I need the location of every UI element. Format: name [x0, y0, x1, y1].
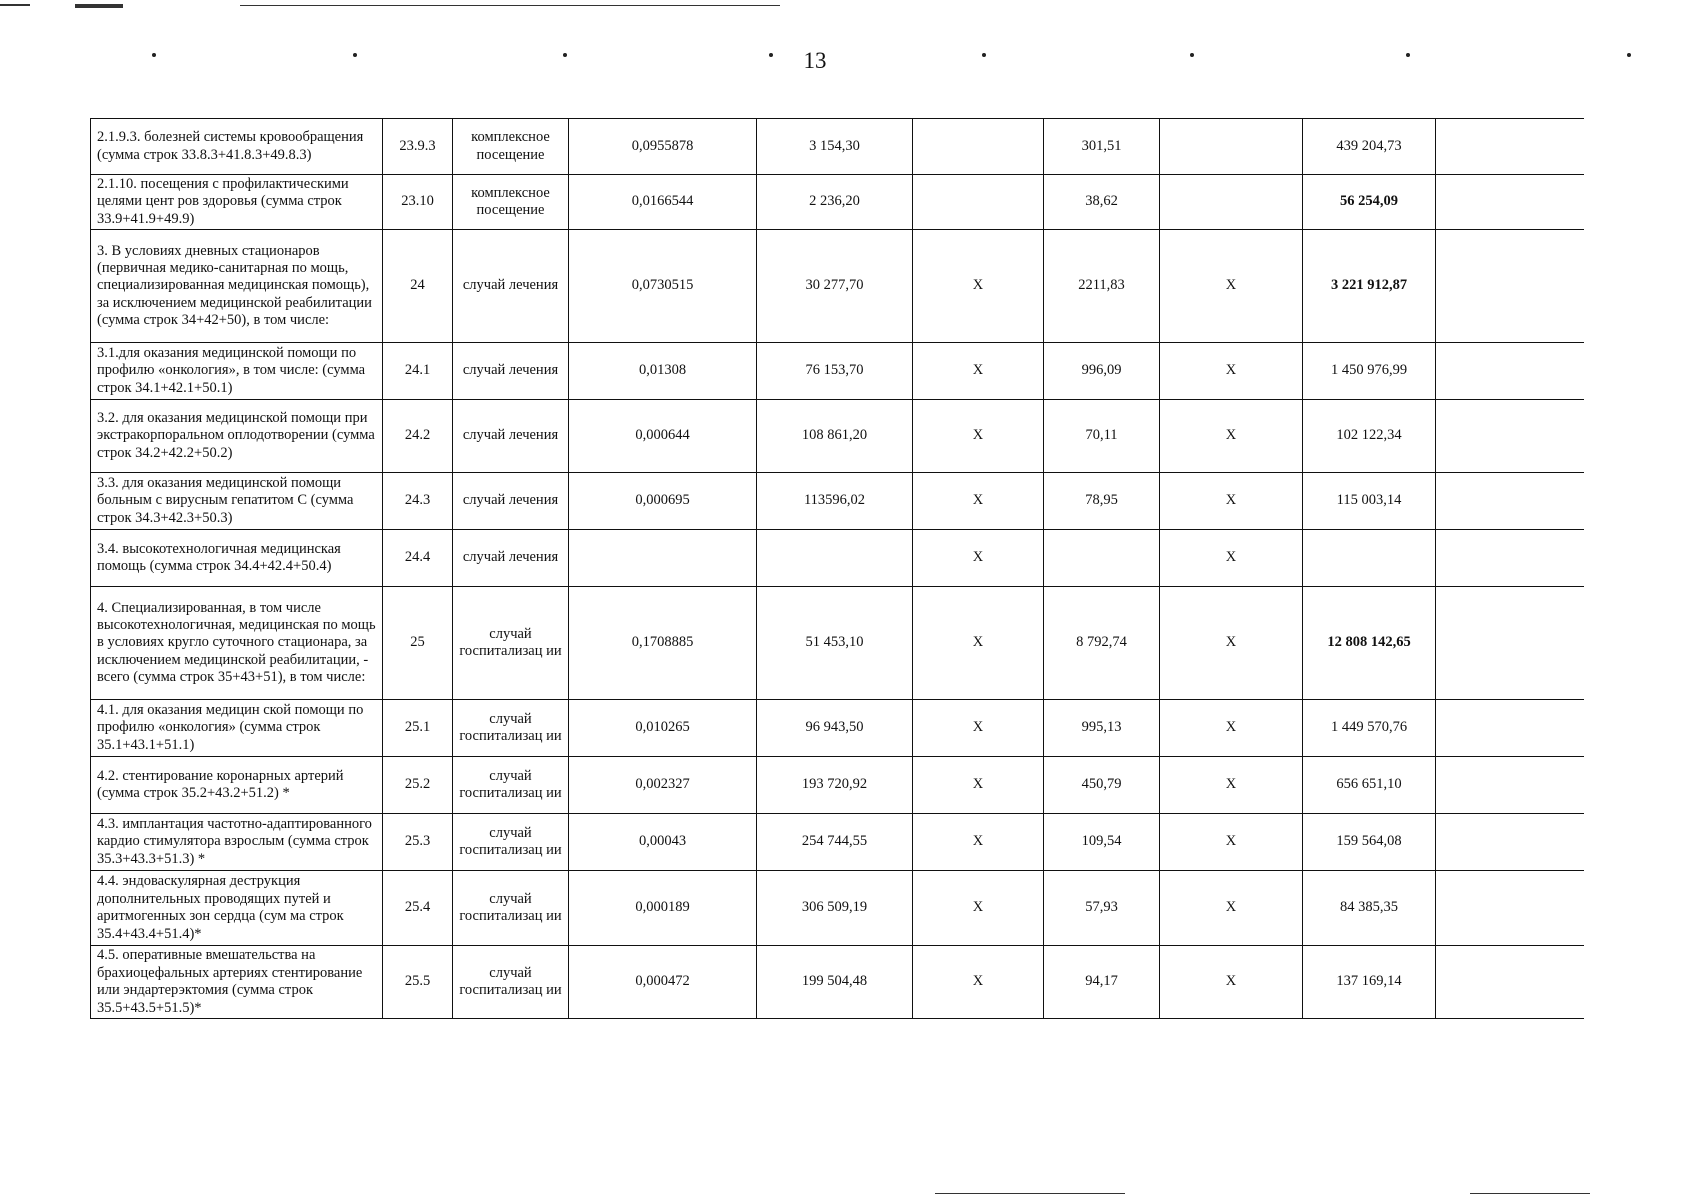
row-empty-cell [1436, 175, 1584, 230]
row-volume-cell: 0,1708885 [569, 587, 757, 700]
table-row [91, 343, 1584, 400]
row-empty-cell [1436, 871, 1584, 946]
table-row [91, 757, 1584, 814]
row-col6-cell: Х [913, 700, 1044, 757]
row-col8-cell: Х [1160, 530, 1303, 587]
row-col7-cell: 78,95 [1044, 473, 1160, 530]
row-volume-cell: 0,00043 [569, 814, 757, 871]
row-empty-cell [1436, 757, 1584, 814]
row-total-cell: 159 564,08 [1303, 814, 1436, 871]
row-code-cell: 25.3 [383, 814, 453, 871]
row-unit-cell: случай лечения [453, 400, 569, 473]
row-volume-cell: 0,000189 [569, 871, 757, 946]
row-col7-cell: 995,13 [1044, 700, 1160, 757]
table-row [91, 700, 1584, 757]
row-col7-cell: 8 792,74 [1044, 587, 1160, 700]
row-unit-cell: случай лечения [453, 230, 569, 343]
row-code-cell: 25.2 [383, 757, 453, 814]
row-col8-cell: Х [1160, 814, 1303, 871]
row-code-cell: 24 [383, 230, 453, 343]
row-col7-cell: 57,93 [1044, 871, 1160, 946]
row-empty-cell [1436, 343, 1584, 400]
row-total-cell: 102 122,34 [1303, 400, 1436, 473]
table-row [91, 473, 1584, 530]
row-unit-cell: случай лечения [453, 343, 569, 400]
row-name-cell: 3. В условиях дневных стационаров (первичная медико-санитарная по мощь, специализированная медицинская помощь), за исключением медицинской реабилитации (сумма строк 34+42+50), в том числе: [91, 230, 383, 343]
scan-artifact-line [0, 4, 30, 6]
row-col8-cell [1160, 175, 1303, 230]
row-name-cell: 4. Специализированная, в том числе высокотехнологичная, медицинская по мощь в условиях кругло суточного стационара, за исключением медицинской реабилитации, - всего (сумма строк 35+43+51), в том числе: [91, 587, 383, 700]
row-col6-cell: Х [913, 230, 1044, 343]
row-col6-cell: Х [913, 871, 1044, 946]
row-name-cell: 3.3. для оказания медицинской помощи больным с вирусным гепатитом С (сумма строк 34.3+42.3+50.3) [91, 473, 383, 530]
row-empty-cell [1436, 700, 1584, 757]
table-row [91, 230, 1584, 343]
row-unit-cell: случай госпитализац ии [453, 814, 569, 871]
table-row [91, 530, 1584, 587]
row-total-cell: 56 254,09 [1303, 175, 1436, 230]
row-volume-cell: 0,0166544 [569, 175, 757, 230]
row-col6-cell: Х [913, 473, 1044, 530]
row-volume-cell: 0,002327 [569, 757, 757, 814]
row-col6-cell: Х [913, 587, 1044, 700]
row-name-cell: 4.3. имплантация частотно-адаптированного кардио стимулятора взрослым (сумма строк 35.3+43.3+51.3) * [91, 814, 383, 871]
table-row [91, 871, 1584, 946]
row-name-cell: 4.5. оперативные вмешательства на брахиоцефальных артериях стентирование или эндартерэктомия (сумма строк 35.5+43.5+51.5)* [91, 946, 383, 1019]
row-col6-cell: Х [913, 400, 1044, 473]
row-total-cell: 1 449 570,76 [1303, 700, 1436, 757]
row-code-cell: 24.2 [383, 400, 453, 473]
row-col7-cell: 38,62 [1044, 175, 1160, 230]
row-cost-cell: 199 504,48 [757, 946, 913, 1019]
row-col6-cell: Х [913, 530, 1044, 587]
row-total-cell: 12 808 142,65 [1303, 587, 1436, 700]
row-col8-cell: Х [1160, 946, 1303, 1019]
scan-dot [1627, 53, 1631, 57]
table-row [91, 587, 1584, 700]
scan-dot [353, 53, 357, 57]
row-name-cell: 4.2. стентирование коронарных артерий (сумма строк 35.2+43.2+51.2) * [91, 757, 383, 814]
scan-dot [563, 53, 567, 57]
row-unit-cell: случай лечения [453, 530, 569, 587]
row-col8-cell: Х [1160, 871, 1303, 946]
row-cost-cell: 3 154,30 [757, 119, 913, 175]
row-cost-cell: 96 943,50 [757, 700, 913, 757]
row-col8-cell: Х [1160, 700, 1303, 757]
table-body [91, 119, 1584, 1019]
row-code-cell: 25.4 [383, 871, 453, 946]
row-empty-cell [1436, 530, 1584, 587]
row-cost-cell: 2 236,20 [757, 175, 913, 230]
row-volume-cell: 0,01308 [569, 343, 757, 400]
row-volume-cell: 0,0955878 [569, 119, 757, 175]
row-empty-cell [1436, 587, 1584, 700]
scan-dot [1406, 53, 1410, 57]
row-name-cell: 4.4. эндоваскулярная деструкция дополнительных проводящих путей и аритмогенных зон сердца (сум ма строк 35.4+43.4+51.4)* [91, 871, 383, 946]
row-empty-cell [1436, 814, 1584, 871]
row-empty-cell [1436, 119, 1584, 175]
row-code-cell: 23.10 [383, 175, 453, 230]
row-col6-cell: Х [913, 757, 1044, 814]
row-code-cell: 24.1 [383, 343, 453, 400]
row-col7-cell: 2211,83 [1044, 230, 1160, 343]
row-col7-cell: 94,17 [1044, 946, 1160, 1019]
row-col7-cell: 301,51 [1044, 119, 1160, 175]
row-total-cell [1303, 530, 1436, 587]
row-col8-cell: Х [1160, 343, 1303, 400]
row-cost-cell: 113596,02 [757, 473, 913, 530]
row-cost-cell: 254 744,55 [757, 814, 913, 871]
row-unit-cell: комплексное посещение [453, 119, 569, 175]
row-col8-cell: Х [1160, 473, 1303, 530]
row-total-cell: 656 651,10 [1303, 757, 1436, 814]
row-unit-cell: случай госпитализац ии [453, 587, 569, 700]
row-cost-cell: 306 509,19 [757, 871, 913, 946]
row-code-cell: 24.3 [383, 473, 453, 530]
row-col6-cell: Х [913, 343, 1044, 400]
row-volume-cell: 0,000644 [569, 400, 757, 473]
row-cost-cell: 108 861,20 [757, 400, 913, 473]
row-empty-cell [1436, 946, 1584, 1019]
row-col7-cell: 996,09 [1044, 343, 1160, 400]
row-name-cell: 2.1.10. посещения с профилактическими целями цент ров здоровья (сумма строк 33.9+41.9+49.9) [91, 175, 383, 230]
row-cost-cell: 193 720,92 [757, 757, 913, 814]
table-row [91, 175, 1584, 230]
row-name-cell: 4.1. для оказания медицин ской помощи по профилю «онкология» (сумма строк 35.1+43.1+51.1) [91, 700, 383, 757]
table-row [91, 400, 1584, 473]
row-total-cell: 115 003,14 [1303, 473, 1436, 530]
row-col8-cell: Х [1160, 400, 1303, 473]
row-col7-cell: 70,11 [1044, 400, 1160, 473]
scan-dot [769, 53, 773, 57]
row-volume-cell: 0,000472 [569, 946, 757, 1019]
scan-dot [152, 53, 156, 57]
table-row [91, 119, 1584, 175]
row-code-cell: 24.4 [383, 530, 453, 587]
row-col7-cell [1044, 530, 1160, 587]
scan-dot [982, 53, 986, 57]
row-volume-cell [569, 530, 757, 587]
row-col7-cell: 450,79 [1044, 757, 1160, 814]
row-col7-cell: 109,54 [1044, 814, 1160, 871]
row-total-cell: 84 385,35 [1303, 871, 1436, 946]
row-unit-cell: случай лечения [453, 473, 569, 530]
row-empty-cell [1436, 473, 1584, 530]
row-empty-cell [1436, 230, 1584, 343]
row-cost-cell [757, 530, 913, 587]
row-col6-cell: Х [913, 946, 1044, 1019]
scan-artifact-line [75, 4, 123, 8]
row-empty-cell [1436, 400, 1584, 473]
row-name-cell: 3.4. высокотехнологичная медицинская помощь (сумма строк 34.4+42.4+50.4) [91, 530, 383, 587]
row-col8-cell: Х [1160, 757, 1303, 814]
row-cost-cell: 51 453,10 [757, 587, 913, 700]
row-col8-cell [1160, 119, 1303, 175]
row-cost-cell: 76 153,70 [757, 343, 913, 400]
row-total-cell: 137 169,14 [1303, 946, 1436, 1019]
row-total-cell: 3 221 912,87 [1303, 230, 1436, 343]
row-unit-cell: комплексное посещение [453, 175, 569, 230]
scan-artifact-line [240, 5, 780, 6]
row-name-cell: 2.1.9.3. болезней системы кровообращения (сумма строк 33.8.3+41.8.3+49.8.3) [91, 119, 383, 175]
row-col8-cell: Х [1160, 230, 1303, 343]
table-row [91, 814, 1584, 871]
row-volume-cell: 0,010265 [569, 700, 757, 757]
row-col6-cell [913, 175, 1044, 230]
row-unit-cell: случай госпитализац ии [453, 757, 569, 814]
row-unit-cell: случай госпитализац ии [453, 700, 569, 757]
page-number: 13 [803, 48, 827, 73]
table-row [91, 946, 1584, 1019]
row-col6-cell [913, 119, 1044, 175]
row-volume-cell: 0,000695 [569, 473, 757, 530]
row-code-cell: 25 [383, 587, 453, 700]
scan-artifact-line [935, 1193, 1125, 1194]
row-unit-cell: случай госпитализац ии [453, 946, 569, 1019]
row-name-cell: 3.1.для оказания медицинской помощи по профилю «онкология», в том числе: (сумма строк 34.1+42.1+50.1) [91, 343, 383, 400]
row-col6-cell: Х [913, 814, 1044, 871]
row-volume-cell: 0,0730515 [569, 230, 757, 343]
data-table [90, 118, 1584, 1019]
row-col8-cell: Х [1160, 587, 1303, 700]
scan-dot [1190, 53, 1194, 57]
row-total-cell: 1 450 976,99 [1303, 343, 1436, 400]
row-total-cell: 439 204,73 [1303, 119, 1436, 175]
row-code-cell: 23.9.3 [383, 119, 453, 175]
scan-artifact-line [1470, 1193, 1590, 1194]
row-cost-cell: 30 277,70 [757, 230, 913, 343]
row-code-cell: 25.1 [383, 700, 453, 757]
row-unit-cell: случай госпитализац ии [453, 871, 569, 946]
row-code-cell: 25.5 [383, 946, 453, 1019]
row-name-cell: 3.2. для оказания медицинской помощи при экстракорпоральном оплодотворении (сумма строк 34.2+42.2+50.2) [91, 400, 383, 473]
